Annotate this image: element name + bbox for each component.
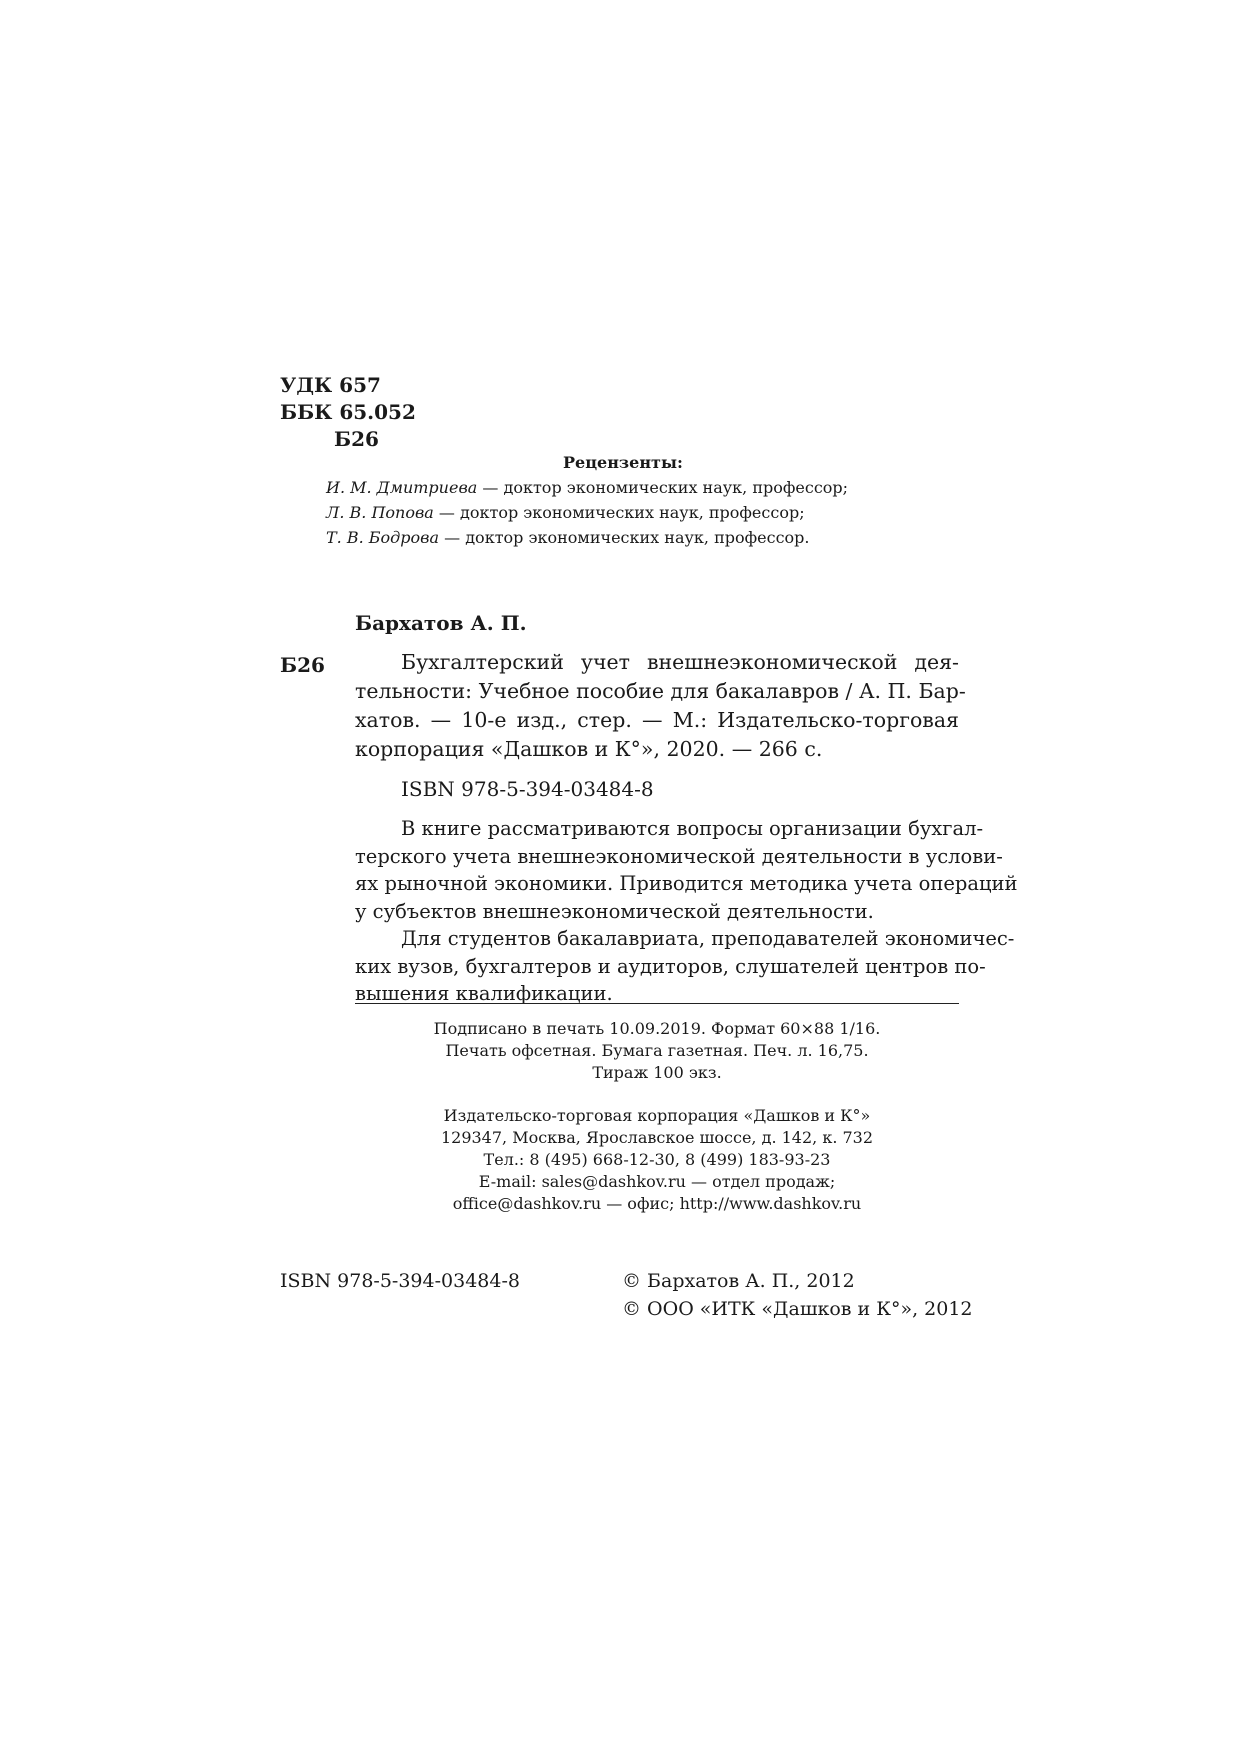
reviewers-heading: Рецензенты: [563, 453, 683, 472]
annotation-line: В книге рассматриваются вопросы организации бухгал- [401, 817, 984, 840]
book-isbn: ISBN 978-5-394-03484-8 [401, 777, 654, 801]
publisher-line: 129347, Москва, Ярославское шоссе, д. 142, к. 732 [440, 1128, 874, 1147]
annotation-line: вышения квалификации. [355, 982, 613, 1005]
reviewer-name: Л. В. Попова [326, 503, 434, 522]
publisher-line: E-mail: sales@dashkov.ru — отдел продаж; [478, 1172, 836, 1191]
print-info-line: Тираж 100 экз. [592, 1063, 722, 1082]
bbk-code: ББК 65.052 [280, 400, 416, 424]
reviewer-name: Т. В. Бодрова [326, 528, 440, 547]
author-mark: Б26 [334, 427, 379, 451]
book-author: Бархатов А. П. [355, 611, 527, 635]
annotation-line: ких вузов, бухгалтеров и аудиторов, слушателей центров по- [355, 954, 986, 978]
publisher-line: office@dashkov.ru — офис; http://www.dashkov.ru [452, 1194, 862, 1213]
annotation-line: у субъектов внешнеэкономической деятельности. [355, 899, 874, 923]
copyright-line: © ООО «ИТК «Дашков и К°», 2012 [622, 1298, 973, 1320]
reviewer-title: — доктор экономических наук, профессор; [477, 478, 849, 497]
divider [355, 1003, 959, 1004]
print-info-line: Печать офсетная. Бумага газетная. Печ. л. 16,75. [445, 1041, 869, 1060]
description-line: тельности: Учебное пособие для бакалавров / А. П. Бар- [355, 679, 966, 703]
book-code: Б26 [280, 653, 325, 677]
publisher-info [355, 1105, 959, 1215]
annotation-line: терского учета внешнеэкономической деятельности в услови- [355, 844, 1003, 868]
description-line: хатов. — 10-е изд., стер. — М.: Издательско-торговая [355, 708, 959, 732]
reviewer-name: И. М. Дмитриева [326, 478, 478, 497]
annotation-line: ях рыночной экономики. Приводится методика учета операций [355, 872, 1018, 895]
reviewer-title: — доктор экономических наук, профессор; [433, 503, 805, 522]
udk-code: УДК 657 [280, 373, 381, 397]
description-line: Бухгалтерский учет внешнеэкономической дея- [401, 650, 959, 674]
description-line: корпорация «Дашков и К°», 2020. — 266 с. [355, 737, 823, 761]
publisher-line: Тел.: 8 (495) 668-12-30, 8 (499) 183-93-23 [483, 1150, 831, 1169]
publisher-line: Издательско-торговая корпорация «Дашков и К°» [443, 1106, 871, 1125]
reviewer-line [326, 528, 809, 547]
footer-isbn: ISBN 978-5-394-03484-8 [280, 1270, 520, 1292]
bibliographic-description [355, 648, 966, 764]
reviewer-title: — доктор экономических наук, профессор. [439, 528, 810, 547]
annotation-line: Для студентов бакалавриата, преподавателей экономичес- [401, 927, 1015, 950]
reviewer-line [326, 503, 805, 522]
copyright-line: © Бархатов А. П., 2012 [622, 1270, 855, 1292]
print-info [355, 1018, 959, 1084]
reviewer-line [326, 478, 848, 497]
annotation [355, 815, 1018, 1008]
print-info-line: Подписано в печать 10.09.2019. Формат 60×88 1/16. [433, 1019, 881, 1038]
